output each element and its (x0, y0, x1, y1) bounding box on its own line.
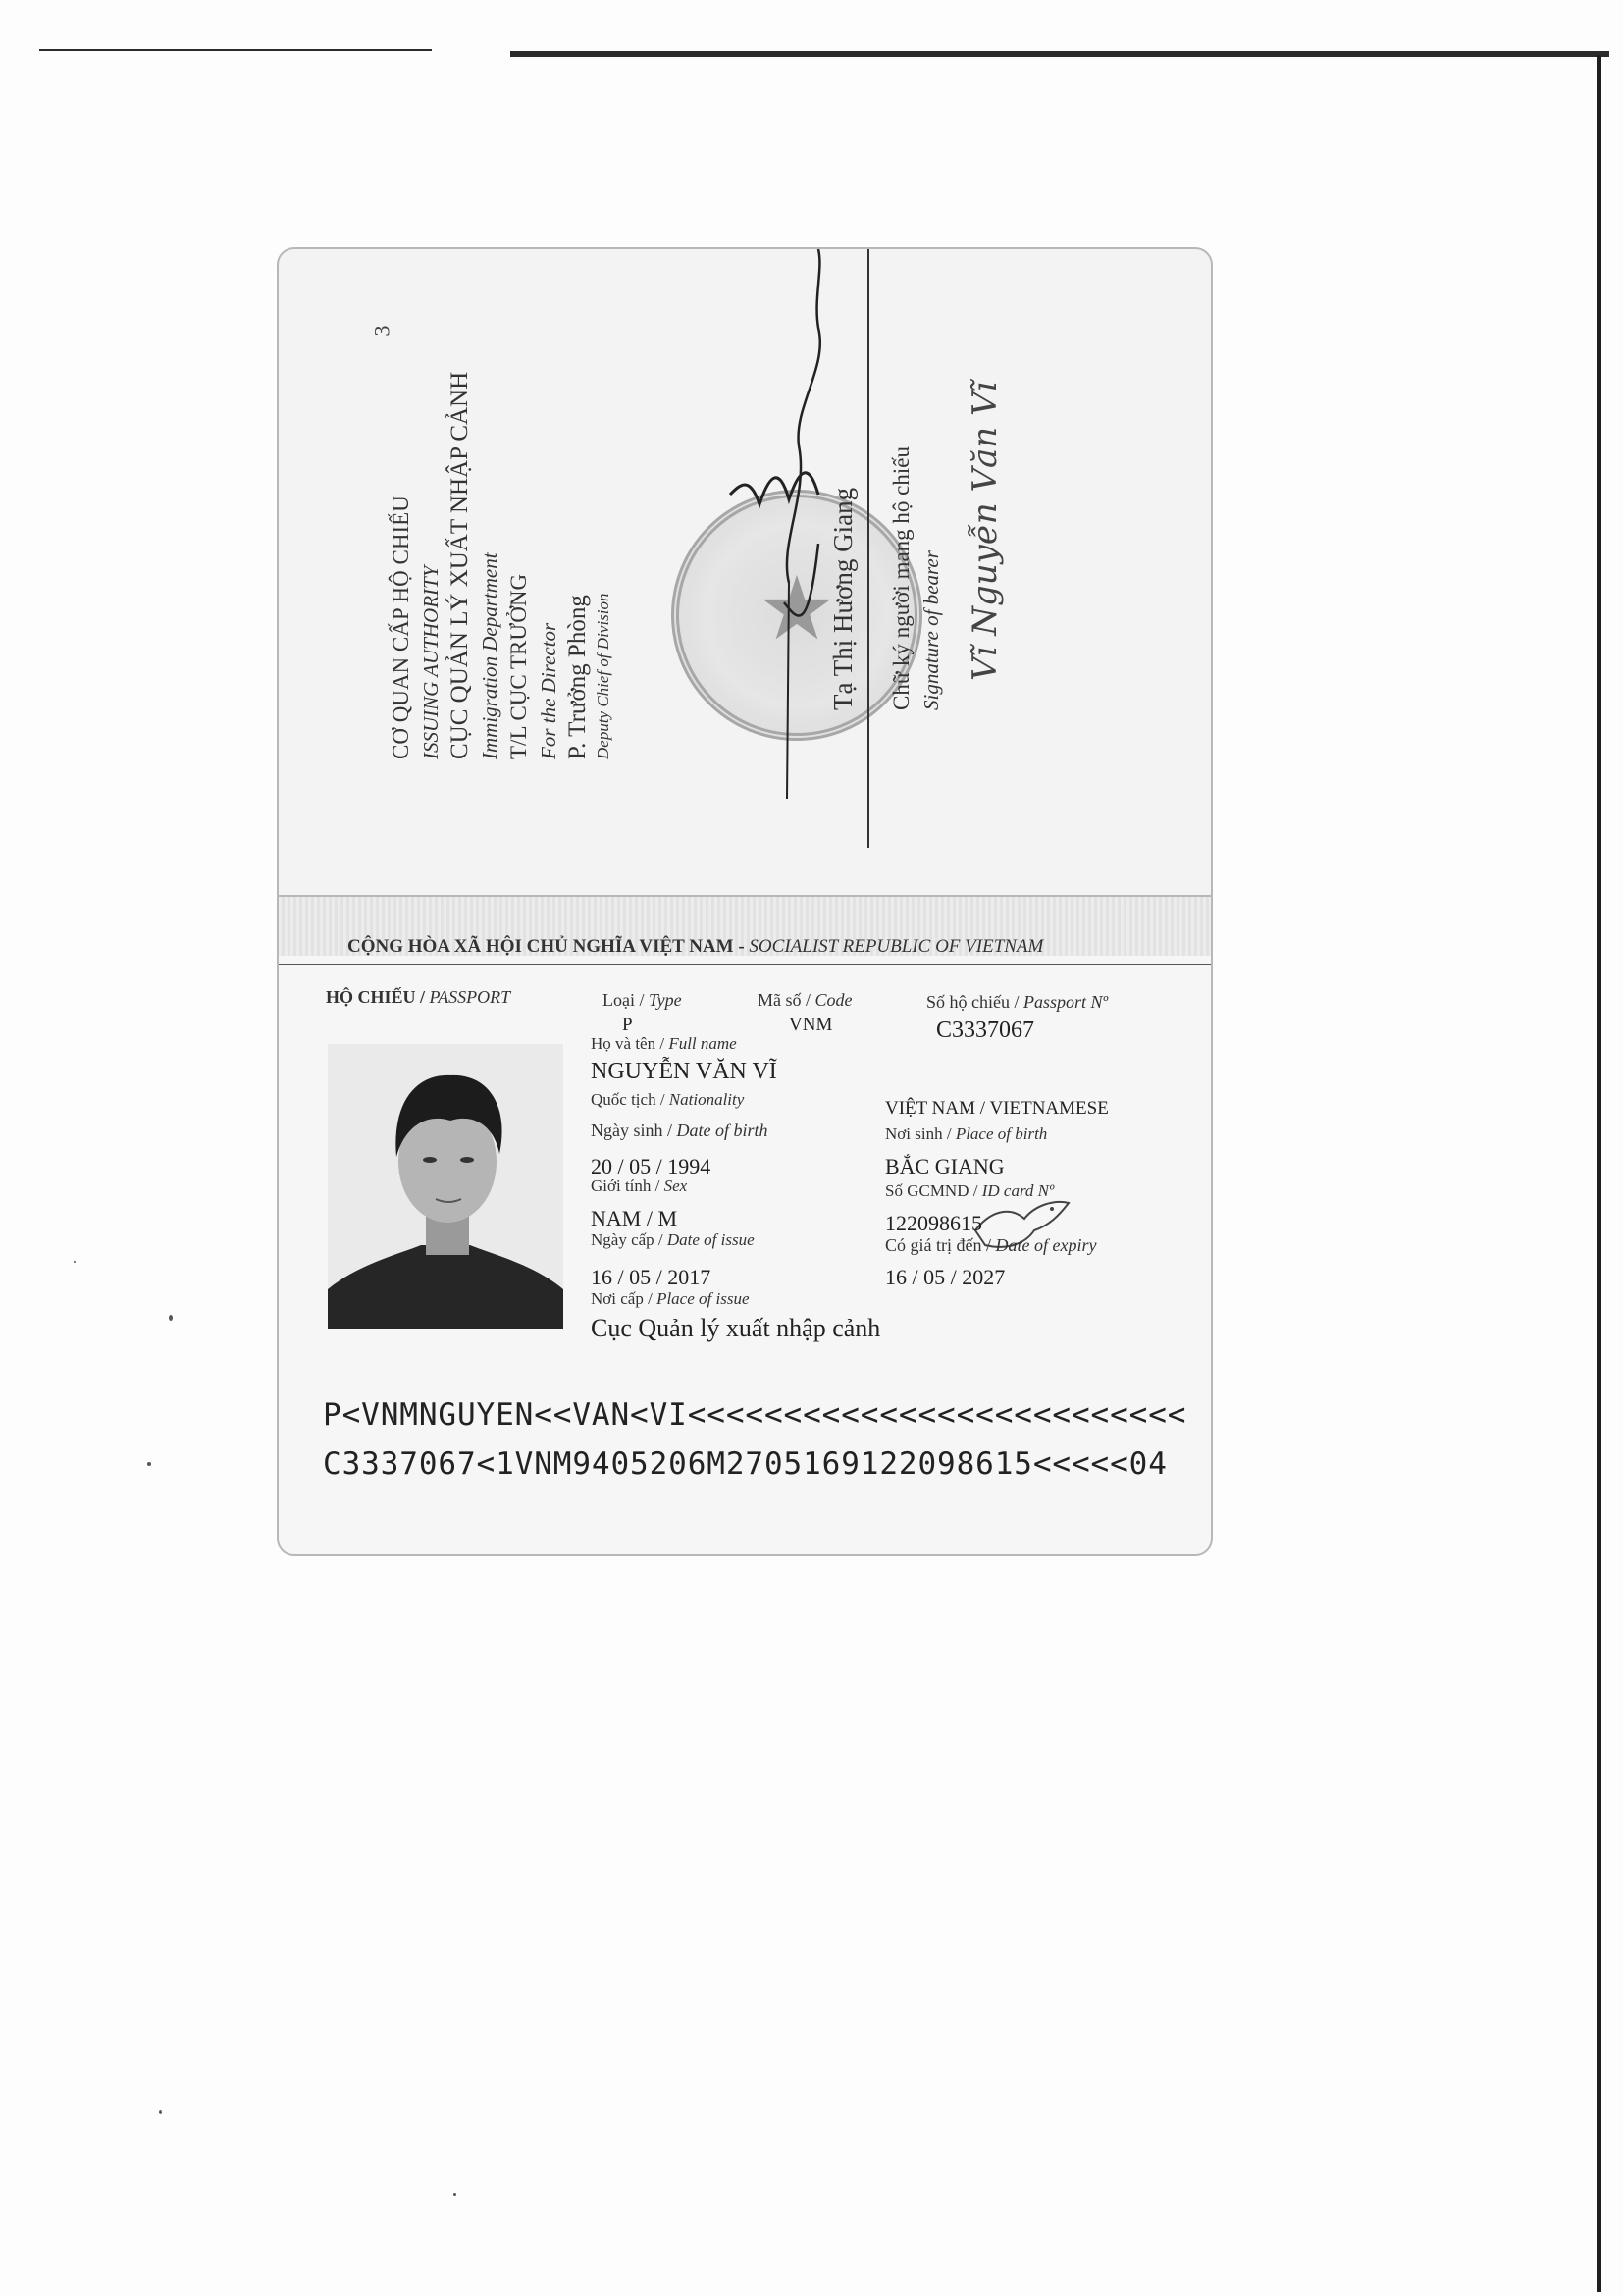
republic-header (347, 936, 1043, 958)
dob-label: Ngày sinh / Date of birth (591, 1121, 768, 1140)
bearer-signature-label (887, 446, 946, 710)
scan-speck (159, 2110, 162, 2114)
signature-divider (867, 249, 869, 848)
scan-speck (74, 1261, 76, 1263)
issue-date-value: 16 / 05 / 2017 (591, 1265, 711, 1289)
scan-speck (169, 1315, 173, 1321)
sex-label: Giới tính / Sex (591, 1176, 688, 1195)
code-label: Mã số / Code (758, 990, 853, 1010)
id-card-label: Số GCMND / ID card Nº (885, 1181, 1055, 1200)
bearer-sig-label-en: Signature of bearer (919, 550, 943, 710)
fullname-label: Họ và tên / Full name (591, 1034, 737, 1053)
signatory-name: Tạ Thị Hương Giang (828, 487, 858, 710)
issuing-authority-en: ISSUING AUTHORITY (419, 565, 443, 759)
seal-star-icon: ★ (757, 561, 837, 658)
deputy-title-vi: P. Trưởng Phòng (564, 595, 591, 759)
header-rule (279, 964, 1211, 965)
passport-upper-page (277, 247, 1213, 899)
deputy-title-en: Deputy Chief of Division (594, 593, 612, 759)
republic-vi: CỘNG HÒA XÃ HỘI CHỦ NGHĨA VIỆT NAM - (347, 936, 750, 957)
scan-edge-top-right (510, 51, 1609, 57)
page-number: 3 (369, 325, 394, 337)
republic-en: SOCIALIST REPUBLIC OF VIETNAM (749, 936, 1044, 957)
scan-speck (453, 2193, 456, 2196)
bearer-photo (328, 1044, 563, 1329)
bearer-sig-label-vi: Chữ ký người mang hộ chiếu (889, 446, 914, 710)
scan-speck (147, 1462, 151, 1466)
for-director-vi: T/L CỤC TRƯỞNG (506, 573, 531, 759)
issuing-authority-block (387, 372, 614, 759)
bearer-signature (966, 382, 1005, 681)
bearer-photo-image (328, 1044, 563, 1329)
dob-value: 20 / 05 / 1994 (591, 1154, 711, 1178)
expiry-date-value: 16 / 05 / 2027 (885, 1265, 1006, 1289)
expiry-date-label: Có giá trị đến / Date of expiry (885, 1235, 1097, 1255)
type-label: Loại / Type (602, 990, 682, 1010)
department-vi: CỤC QUẢN LÝ XUẤT NHẬP CẢNH (446, 371, 473, 759)
fullname-value: NGUYỄN VĂN VĨ (591, 1059, 777, 1084)
mrz-line-2: C3337067<1VNM9405206M2705169122098615<<<<<04 (323, 1446, 1168, 1482)
passport-number-value: C3337067 (936, 1018, 1035, 1043)
bearer-signature-text: Vĩ Nguyễn Văn Vĩ (966, 381, 1005, 681)
scan-edge-top-left (39, 49, 432, 51)
code-value: VNM (789, 1015, 833, 1035)
type-value: P (622, 1015, 633, 1035)
mrz-line-1: P<VNMNGUYEN<<VAN<VI<<<<<<<<<<<<<<<<<<<<<<<<<< (323, 1397, 1187, 1433)
nationality-label: Quốc tịch / Nationality (591, 1090, 745, 1109)
passport-label: HỘ CHIẾU / PASSPORT (326, 987, 511, 1007)
scan-edge-right (1597, 55, 1601, 2292)
issue-date-label: Ngày cấp / Date of issue (591, 1230, 755, 1249)
issuing-authority-vi: CƠ QUAN CẤP HỘ CHIẾU (389, 496, 413, 759)
pob-label: Nơi sinh / Place of birth (885, 1124, 1048, 1143)
department-en: Immigration Department (478, 552, 501, 759)
id-card-value: 122098615 (885, 1211, 982, 1235)
passport-data-page (277, 895, 1213, 1556)
passport-number-label: Số hộ chiếu / Passport Nº (926, 992, 1109, 1012)
nationality-value: VIỆT NAM / VIETNAMESE (885, 1098, 1109, 1119)
place-of-issue-label: Nơi cấp / Place of issue (591, 1289, 750, 1308)
pob-value: BẮC GIANG (885, 1154, 1005, 1178)
for-director-en: For the Director (537, 622, 560, 759)
sex-value: NAM / M (591, 1206, 678, 1230)
place-of-issue-value: Cục Quản lý xuất nhập cảnh (591, 1314, 881, 1342)
